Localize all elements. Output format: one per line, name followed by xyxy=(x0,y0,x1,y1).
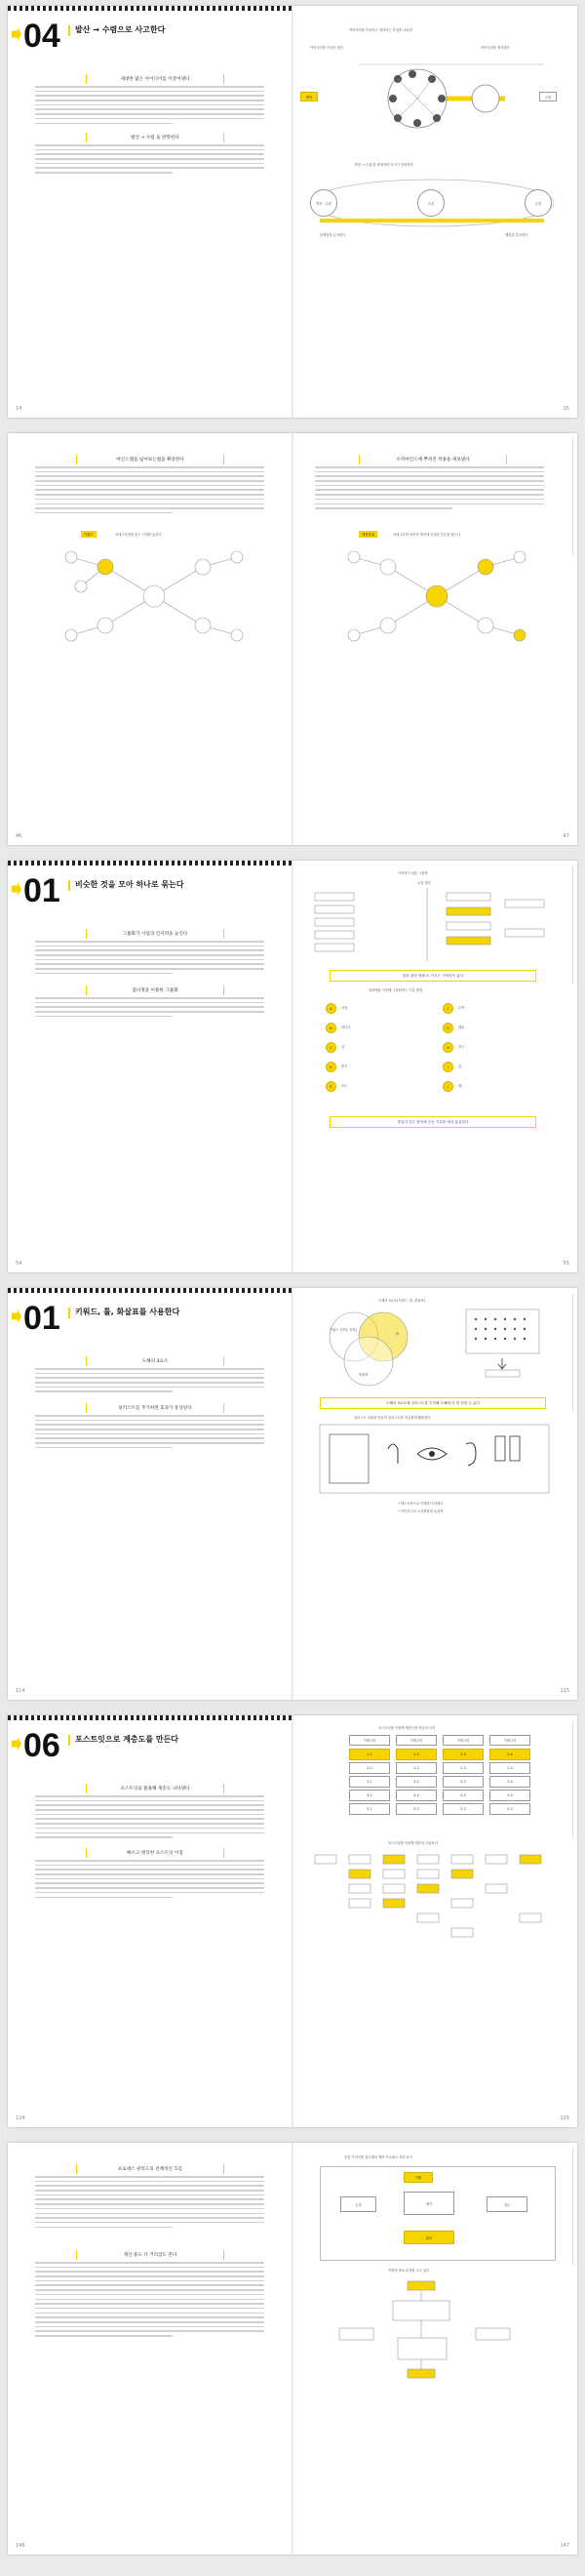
grouping-tree-diagram xyxy=(310,888,554,966)
section-heading: 발산 → 수렴 을 반복한다 xyxy=(86,133,224,142)
tag-caption: 마에그다양을 넣는 시야를 넓힌다 xyxy=(115,533,162,537)
postit-cell: 5-1 xyxy=(349,1803,390,1815)
postit-cell: 1-4 xyxy=(489,1749,530,1760)
edge-tab xyxy=(572,1294,577,1411)
bottom-caption: 종류가 같은 항목에 같은 기호를 매겨 분류한다 xyxy=(330,1116,536,1128)
book-spread-4 xyxy=(8,1288,577,1700)
grid-header-cell: 카테고리 xyxy=(349,1735,390,1746)
list-item-text: 레몬 xyxy=(458,1026,465,1029)
chapter-number: 01 xyxy=(23,872,60,909)
chapter-title: 키워드, 툴, 화살표를 사용한다 xyxy=(68,1308,192,1318)
diagram-title: 포스트잇을 이용해 계층도를 만들어 보자 xyxy=(378,1726,436,1730)
chapter-arrow-icon xyxy=(12,882,21,896)
chapter-title: 발산 → 수렴으로 사고한다 xyxy=(68,25,173,36)
list-key-badge: A xyxy=(326,1003,336,1014)
diagram-title-2: 포스트잇을 이용해 계층을 나눠보자 xyxy=(388,1841,438,1845)
paragraph xyxy=(35,2176,264,2231)
illustration-symbols xyxy=(320,1425,549,1498)
section-heading: 마인드맵을 넓어보는법을 확장한다 xyxy=(76,455,224,464)
tag-caption: 마에그다양 보면서 영어에 특정된 부분을 찾는다 xyxy=(393,533,460,537)
paragraph xyxy=(35,2262,264,2340)
chapter-number: 06 xyxy=(23,1727,60,1764)
postit-cell: 2-2 xyxy=(396,1762,437,1774)
diagram-title: 중심 이미지를 참고해서 제작 프로세스 정리 표기 xyxy=(344,2155,412,2159)
list-item-text: 바나나 xyxy=(341,1026,351,1029)
flow-step: 제작 xyxy=(404,2192,454,2215)
page-number: 124 xyxy=(16,2115,25,2121)
tag-keyword: 키워드 xyxy=(81,531,97,538)
diagram-caption: 결과 관련 형태 소 가오는 기억력이 좋다 xyxy=(330,970,536,982)
bullet-text: • 텍스트만으로 이해하기 어렵다 xyxy=(398,1502,444,1506)
diagram-title: 기억하기 쉬운 그룹화 xyxy=(398,871,428,875)
postit-cell: 5-2 xyxy=(396,1803,437,1815)
section-heading: 도해의 3요소 xyxy=(86,1356,224,1366)
list-item-text: 귤 xyxy=(341,1045,345,1049)
edge-tab xyxy=(572,866,577,984)
book-spread-5 xyxy=(8,1715,577,2127)
org-flow-diagram xyxy=(330,2279,544,2387)
paragraph xyxy=(35,1860,264,1901)
mindmap-right xyxy=(330,543,544,650)
diagram-label-organize: 아이디어를 정리한다 xyxy=(481,46,510,50)
book-spread-1 xyxy=(8,6,577,418)
section-heading: 잡녀정을 이용한 그룹화 xyxy=(86,986,224,995)
paragraph xyxy=(35,144,264,177)
flow-step: 검수 xyxy=(487,2196,527,2212)
gutter xyxy=(292,1715,293,2127)
venn-label: 툴 xyxy=(396,1332,400,1336)
illus-title: 일러스트 심볼을 만들어 일러스트를 자유롭게 활용한다 xyxy=(354,1416,431,1420)
diagram-subtitle: 소설 계산 xyxy=(417,881,431,885)
chapter-pattern-bar xyxy=(8,861,292,865)
postit-cell: 5-3 xyxy=(443,1803,484,1815)
page-number: 14 xyxy=(16,406,22,412)
page-number: 147 xyxy=(560,2543,569,2549)
chapter-number: 04 xyxy=(23,18,60,55)
list-key-badge: F xyxy=(443,1003,453,1014)
edge-tab xyxy=(572,1721,577,1838)
postit-cell: 1-2 xyxy=(396,1749,437,1760)
postit-cell: 4-2 xyxy=(396,1790,437,1801)
postit-cell: 3-1 xyxy=(349,1776,390,1788)
converge-label: 수렴 xyxy=(539,92,557,101)
list-key-badge: C xyxy=(326,1042,336,1053)
chapter-title: 비슷한 것을 모아 하나로 묶는다 xyxy=(68,880,221,891)
list-item-text: 배 xyxy=(458,1084,462,1088)
list-key-badge: D xyxy=(326,1062,336,1072)
dot-grid-graphic xyxy=(466,1309,544,1378)
process-flow xyxy=(320,2166,556,2261)
section-heading: 수직마인드에 뿌려진 작용을 세보낸다 xyxy=(359,455,507,464)
list-key-badge: B xyxy=(326,1023,336,1033)
flow-step: 수정 xyxy=(340,2196,376,2212)
gutter xyxy=(292,2143,293,2555)
alphabet-list xyxy=(320,999,554,1107)
edge-tab xyxy=(572,439,577,556)
gutter xyxy=(292,1288,293,1700)
chapter-number: 01 xyxy=(23,1300,60,1337)
hierarchy-tree xyxy=(310,1850,554,1957)
list-key-badge: G xyxy=(443,1023,453,1033)
diagram-title: 도해의 3요소(키워드, 툴, 화살표) xyxy=(378,1299,426,1303)
postit-cell: 4-1 xyxy=(349,1790,390,1801)
book-spread-2 xyxy=(8,433,577,845)
paragraph xyxy=(35,86,264,127)
list-item-text: 포도 xyxy=(341,1084,348,1088)
paragraph xyxy=(35,941,264,978)
list-title: 알파벳을 이용해 그룹화하는 기본 방법 xyxy=(369,988,423,992)
postit-cell: 4-3 xyxy=(443,1790,484,1801)
diagram-title: 아이디어를 이끌어고 정리하는 작업을 나타낸 xyxy=(349,28,412,32)
list-item-text: 감 xyxy=(458,1065,462,1068)
venn-diagram xyxy=(310,1308,427,1395)
cycle-note: 해결을 분석한다 xyxy=(505,233,528,237)
book-spread-3 xyxy=(8,861,577,1272)
cycle-node: 수렴 xyxy=(417,189,445,217)
postit-cell: 3-2 xyxy=(396,1776,437,1788)
section-heading: 프로세스 관리도의 전체적인 흐름 xyxy=(76,2164,224,2174)
section-heading: 포스트잇을 활용해 계층도 나타낸다 xyxy=(86,1784,224,1793)
paragraph xyxy=(315,466,544,512)
list-key-badge: E xyxy=(326,1081,336,1092)
list-item-text: 망고 xyxy=(458,1045,465,1049)
postit-cell: 1-1 xyxy=(349,1749,390,1760)
postit-grid xyxy=(320,1735,554,1832)
postit-cell: 2-3 xyxy=(443,1762,484,1774)
gutter xyxy=(292,6,293,418)
page-number: 15 xyxy=(563,406,569,412)
postit-cell: 5-4 xyxy=(489,1803,530,1815)
chapter-arrow-icon xyxy=(12,1737,21,1751)
diagram2-title: '발산 → 수렴'을 반복하면 사고가 진화한다 xyxy=(354,163,413,167)
page-number: 55 xyxy=(563,1261,569,1267)
page-number: 115 xyxy=(560,1688,569,1694)
list-item-text: 딸기 xyxy=(341,1065,348,1068)
paragraph xyxy=(35,1368,264,1395)
diverge-label: 발산 xyxy=(300,92,318,101)
list-key-badge: H xyxy=(443,1042,453,1053)
chapter-pattern-bar xyxy=(8,6,292,11)
diverge-converge-diagram xyxy=(300,55,564,152)
cycle-node: 수렴 xyxy=(525,189,552,217)
cycle-note: 문제점을 분석한다 xyxy=(320,233,346,237)
chapter-pattern-bar xyxy=(8,1715,292,1720)
list-key-badge: J xyxy=(443,1081,453,1092)
section-heading: 일러스트를 추가하면 효과가 통상된다 xyxy=(86,1403,224,1413)
chapter-title: 포스트잇으로 계층도를 만든다 xyxy=(68,1735,182,1746)
postit-cell: 2-4 xyxy=(489,1762,530,1774)
diagram-title-2: 직원을 바로 분석할 수도 있다 xyxy=(388,2269,430,2273)
page-number: 54 xyxy=(16,1261,22,1267)
chapter-pattern-bar xyxy=(8,1288,292,1293)
gutter xyxy=(292,433,293,845)
venn-label: 키워드 (단어, 문장) xyxy=(330,1328,358,1332)
page-number: 46 xyxy=(16,833,22,839)
page-number: 47 xyxy=(563,833,569,839)
paragraph xyxy=(35,1415,264,1452)
gutter xyxy=(292,861,293,1272)
edge-tab xyxy=(572,2149,577,2266)
chapter-arrow-icon xyxy=(12,1309,21,1323)
diagram-label-ideas: 아이디어를 이끌어 낸다 xyxy=(310,46,343,50)
grid-header-cell: 카테고리 xyxy=(443,1735,484,1746)
bullet-text: • 아이콘으로 시각화하면 효과적 xyxy=(398,1509,444,1513)
page-number: 146 xyxy=(16,2543,25,2549)
list-item-text: 사과 xyxy=(341,1006,348,1010)
venn-label: 화살표 xyxy=(359,1373,369,1377)
section-heading: 계산 용도 더 거리감도 본다 xyxy=(76,2250,224,2260)
chapter-arrow-icon xyxy=(12,27,21,41)
list-item-text: 수박 xyxy=(458,1006,465,1010)
cycle-node: 발산 - 수렴 xyxy=(310,189,337,217)
section-heading: 그룹화가 사업의 인지력을 높인다 xyxy=(86,929,224,939)
page-number: 114 xyxy=(16,1688,25,1694)
section-heading: 세대한 많은 아이디어를 이끌어낸다 xyxy=(86,74,224,84)
mindmap-left xyxy=(47,543,261,650)
postit-cell: 3-3 xyxy=(443,1776,484,1788)
paragraph xyxy=(35,1795,264,1841)
postit-cell: 2-1 xyxy=(349,1762,390,1774)
diagram-caption: 도해의 3요소에 일러스트를 추가해 도해에 더 잘 전달 수 있다 xyxy=(320,1397,546,1409)
postit-cell: 3-4 xyxy=(489,1776,530,1788)
postit-cell: 4-4 xyxy=(489,1790,530,1801)
section-heading: 빠르고 편리한 포스트잇 이점 xyxy=(86,1848,224,1858)
book-spread-6 xyxy=(8,2143,577,2555)
paragraph xyxy=(35,997,264,1020)
list-key-badge: I xyxy=(443,1062,453,1072)
grid-header-cell: 카테고리 xyxy=(396,1735,437,1746)
grid-header-cell: 카테고리 xyxy=(489,1735,530,1746)
flow-step: 기획 xyxy=(404,2172,433,2183)
tag-title: 제목단위 xyxy=(359,531,377,538)
page-number: 125 xyxy=(560,2115,569,2121)
flow-step: 완료 xyxy=(404,2231,454,2244)
postit-cell: 1-3 xyxy=(443,1749,484,1760)
paragraph xyxy=(35,466,264,517)
